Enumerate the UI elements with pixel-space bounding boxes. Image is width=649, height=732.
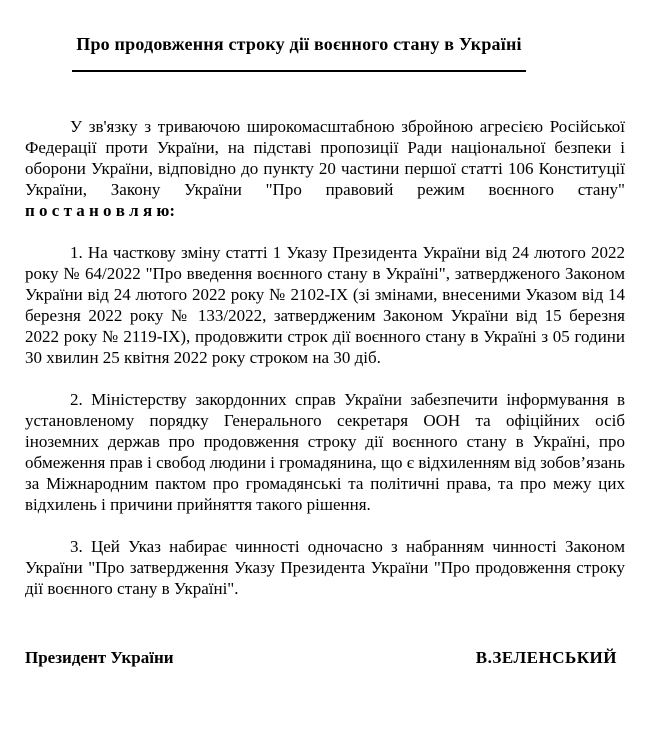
document-title: Про продовження строку дії воєнного стану в Україні [76,34,522,54]
preamble-paragraph [25,116,625,221]
preamble-text: У зв'язку з триваючою широкомасштабною збройною агресією Російської Федерації проти України, на підставі пропозиції Ради національної безпеки і оборони України, відповідно до пункту 20 частини першої статті 106 Конституції України, Закону України "Про правовий режим воєнного стану" [25,117,625,199]
title-underline [72,70,526,72]
signer-name: В.ЗЕЛЕНСЬКИЙ [475,648,617,667]
decree-item-1: 1. На часткову зміну статті 1 Указу Президента України від 24 лютого 2022 року № 64/2022 "Про введення воєнного стану в Україні", затвердженого Законом України від 24 лютого 2022 року № 2102-IX (зі змінами, внесеними Указом від 14 березня 2022 року № 133/2022, затвердженим Законом України від 15 березня 2022 року № 2119-IX), продовжити строк дії воєнного стану в Україні з 05 години 30 хвилин 25 квітня 2022 року строком на 30 діб. [25,243,625,367]
decree-item-2: 2. Міністерству закордонних справ України забезпечити інформування в установленому порядку Генерального секретаря ООН та офіційних осіб іноземних держав про продовження строку дії воєнного стану в Україні, про обмеження прав і свобод людини і громадянина, що є відхиленням від зобов’язань за Міжнародним пактом про громадянські та політичні права, та про межу цих відхилень і причини прийняття такого рішення. [25,390,625,514]
decree-item-3: 3. Цей Указ набирає чинності одночасно з набранням чинності Законом України "Про затвердження Указу Президента України "Про продовження строку дії воєнного стану в Україні". [25,537,625,598]
signature-row [25,647,625,668]
signer-title: Президент України [25,648,174,667]
document-header [72,33,526,72]
decree-word: п о с т а н о в л я ю: [25,201,176,220]
